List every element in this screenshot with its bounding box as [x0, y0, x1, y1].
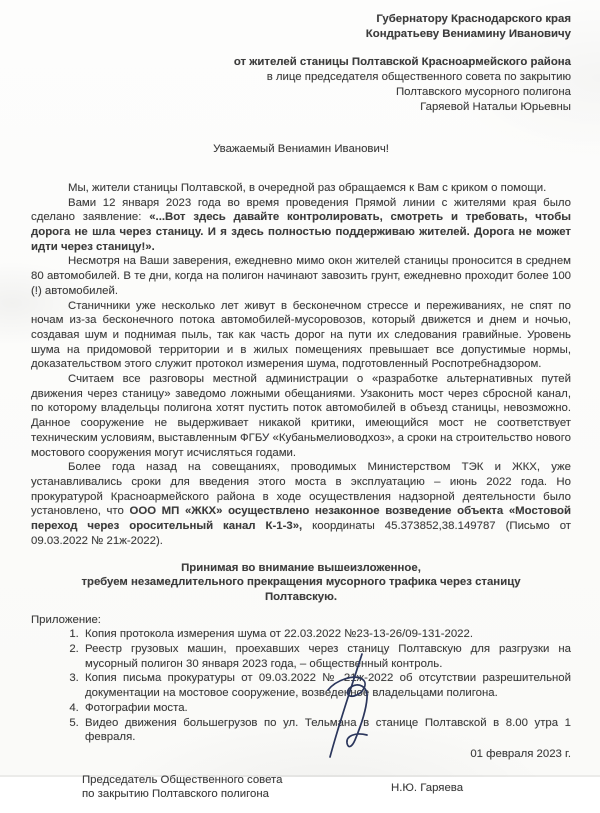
paragraph-2 [31, 196, 571, 255]
appendix-item-text: Копия письма прокуратуры от 09.03.2022 № 21ж-2022 об отсутствии разрешительной документации на мостовое сооружение, возведенное владельцами полигона. [85, 672, 571, 700]
sender-line-3: Полтавского мусорного полигона [396, 85, 571, 98]
appendix-item-text: Фотографии моста. [85, 701, 188, 714]
handwritten-signature-icon [322, 650, 380, 762]
letter-body [31, 181, 571, 549]
letter-content [31, 12, 571, 813]
paragraph-6 [31, 460, 571, 548]
paragraph-5-text: Считаем все разговоры местной администрации о «разработке альтернативных путей движения через станицу» заведомо ложными обещаниями. Узаконить мост через сбросной канал, по которому владельцы полигона хотят пустить поток автомобилей в объезд станицы, невозможно. Данное сооружение не выдерживает никакой критики, имеющийся мост не соответствует техническим условиям, выставленным ФГБУ «Кубаньмелиоводхоз», а сроки на строительство нового мостового сооружения могут исчисляться годами. [31, 373, 571, 459]
paragraph-4-text: Станичники уже несколько лет живут в бесконечном стрессе и переживаниях, не спят по ночам из-за бесконечного потока автомобилей-мусоровозов, который движется и днем и ночью, создавая шум и поднимая пыль, так как часть дорог на пути их следования гравийные. Уровень шума на придомовой территории и в жилых помещениях превышает все допустимые нормы, доказательством этого служит протокол измерения шума, подготовленный Роспотребнадзором. [31, 299, 571, 371]
paragraph-3 [31, 254, 571, 298]
recipient-line-2: Кондратьеву Вениамину Ивановичу [365, 27, 571, 40]
sender-line-4: Гаряевой Натальи Юрьевны [420, 100, 571, 113]
signatory-position-line-2: по закрытию Полтавского полигона [82, 788, 269, 801]
prosecutor-finding: ООО МП «ЖКХ» осуществлено незаконное возведение объекта «Мостовой переход через оросительный канал К-1-3», [31, 505, 571, 533]
signatory-position-line-1: Председатель Общественного совета [82, 773, 283, 786]
spacer [31, 41, 571, 55]
signatory-position [82, 773, 571, 802]
appendix-block [31, 613, 571, 745]
governor-quote: «...Вот здесь давайте контролировать, смотреть и требовать, чтобы дорога не шла через станицу. И я здесь полностью поддерживаю жителей. Дорога не может идти через станицу!». [31, 211, 571, 253]
appendix-item-text: Копия протокола измерения шума от 22.03.2022 №23-13-26/09-131-2022. [85, 628, 474, 641]
appendix-item [82, 627, 571, 642]
signatory-name: Н.Ю. Гаряева [391, 781, 464, 794]
recipient-block [31, 12, 571, 114]
sender-line-2: в лице председателя общественного совета по закрытию [266, 71, 571, 84]
paragraph-6-text: Более года назад на совещаниях, проводимых Министерством ТЭК и ЖКХ, уже устанавливались сроки для введения этого моста в эксплуатацию – июнь 2022 года. Но прокуратурой Красноармейского района в ходе осуществления надзорной деятельности было установлено, что [31, 461, 571, 518]
paragraph-5 [31, 372, 571, 460]
appendix-item-text: Видео движения большегрузов по ул. Тельмана в станице Полтавской в 8.00 утра 1 февраля. [85, 716, 571, 744]
paragraph-1 [31, 181, 571, 196]
paragraph-2-text: Вами 12 января 2023 года во время проведения Прямой линии с жителями края было сделано заявление: [31, 196, 571, 224]
salutation: Уважаемый Вениамин Иванович! [213, 143, 389, 156]
recipient-line-1: Губернатору Краснодарского края [376, 13, 571, 25]
signature-block [31, 773, 571, 813]
letter-date: 01 февраля 2023 г. [470, 747, 571, 760]
appendix-list [31, 627, 571, 745]
paragraph-4 [31, 299, 571, 373]
appendix-item-text: Реестр грузовых машин, проехавших через станицу Полтавскую для разгрузки на мусорный полигон 30 января 2023 года, – общественный контроль. [85, 643, 571, 670]
paragraph-1-text: Мы, жители станицы Полтавской, в очередной раз обращаемся к Вам с криком о помощи. [68, 181, 547, 194]
appendix-title: Приложение: [31, 613, 101, 626]
demand-line-1: Принимая во внимание вышеизложенное, [181, 561, 421, 574]
paragraph-6-post: координаты 45.373852,38.149787 (Письмо от 09.03.2022 № 21ж-2022). [31, 520, 571, 547]
sender-line-1: от жителей станицы Полтавской Красноармейского района [233, 56, 571, 69]
paragraph-3-text: Несмотря на Ваши заверения, ежедневно мимо окон жителей станицы проносится в среднем 80 автомобилей. В те дни, когда на полигон начинают завозить грунт, ежедневно проходит более 100 (!) автомобилей. [31, 255, 571, 297]
demand-line-2: требуем незамедлительного прекращения мусорного трафика через станицу Полтавскую. [81, 576, 521, 603]
demand-block [31, 561, 571, 605]
